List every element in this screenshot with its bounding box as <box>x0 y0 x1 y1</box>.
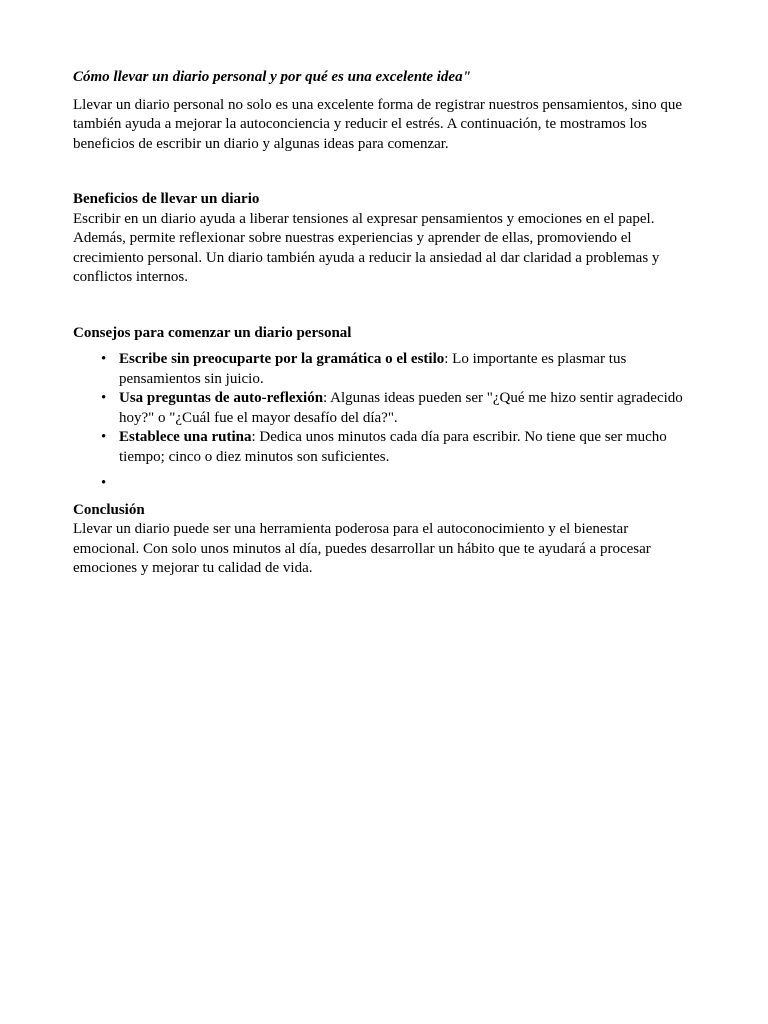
benefits-heading: Beneficios de llevar un diario <box>73 191 260 207</box>
tip-term: Establece una rutina <box>119 429 252 445</box>
tip-text: : Dedica unos minutos cada día para escribir. No tiene que ser mucho tiempo; cinco o diez minutos son suficientes. <box>119 429 667 465</box>
document-title: Cómo llevar un diario personal y por qué es una excelente idea" <box>73 69 471 85</box>
tip-text: : Lo importante es plasmar tus pensamientos sin juicio. <box>119 351 627 387</box>
tip-text: : Algunas ideas pueden ser "¿Qué me hizo sentir agradecido hoy?" o "¿Cuál fue el mayor desafío del día?". <box>119 390 683 426</box>
conclusion-heading: Conclusión <box>73 501 145 518</box>
tips-list <box>73 350 696 494</box>
conclusion-body: Llevar un diario puede ser una herramienta poderosa para el autoconocimiento y el bienestar emocional. Con solo unos minutos al día, puedes desarrollar un hábito que te ayudará a procesar emociones y mejorar tu calidad de vida. <box>73 521 651 576</box>
tip-term: Usa preguntas de auto-reflexión <box>119 390 324 406</box>
tips-heading: Consejos para comenzar un diario personal <box>73 324 352 341</box>
bullet-icon: • <box>101 475 107 491</box>
bullet-icon: • <box>101 351 107 367</box>
list-item <box>101 428 696 467</box>
list-item <box>101 389 696 428</box>
conclusion-section <box>73 501 696 579</box>
bullet-icon: • <box>101 429 107 445</box>
intro-paragraph: Llevar un diario personal no solo es una excelente forma de registrar nuestros pensamientos, sino que también ayuda a mejorar la autoconciencia y reducir el estrés. A continuación, te mostramos los beneficios de escribir un diario y algunas ideas para comenzar. <box>73 96 682 152</box>
list-item-empty <box>101 474 696 494</box>
benefits-body: Escribir en un diario ayuda a liberar tensiones al expresar pensamientos y emociones en el papel. Además, permite reflexionar sobre nuestras experiencias y aprender de ellas, promoviendo el crecimiento personal. Un diario también ayuda a reducir la ansiedad al dar claridad a problemas y conflictos internos. <box>73 210 660 285</box>
tip-term: Escribe sin preocuparte por la gramática o el estilo <box>119 351 445 367</box>
benefits-section <box>73 190 696 288</box>
bullet-icon: • <box>101 390 107 406</box>
tips-section <box>73 324 696 494</box>
list-item <box>101 350 696 389</box>
